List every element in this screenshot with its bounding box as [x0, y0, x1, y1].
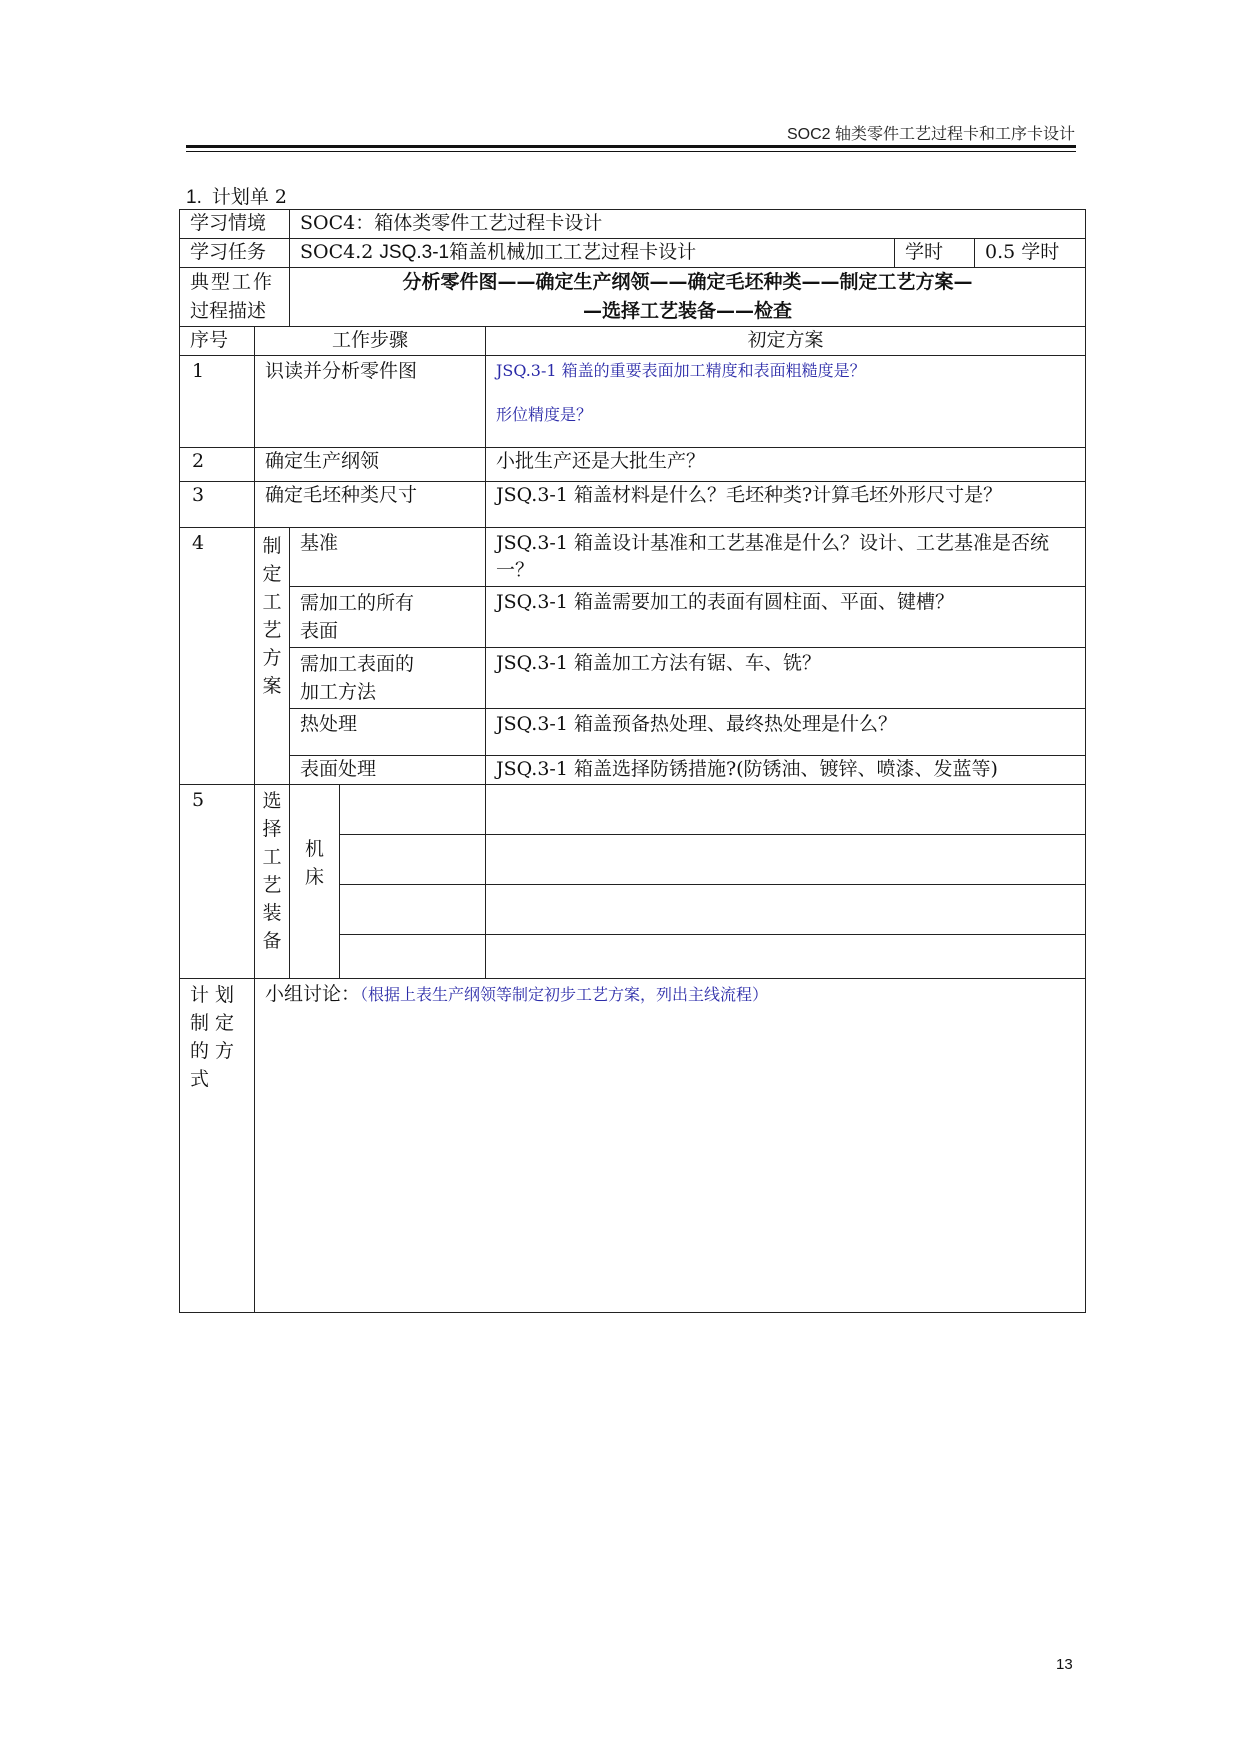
row5-group-char: 工 — [262, 846, 282, 868]
row-number: 2 — [180, 448, 255, 482]
process-line2: —选择工艺装备——检查 — [583, 300, 793, 322]
row4-group-char: 案 — [262, 675, 282, 697]
equipment-plan-cell — [486, 935, 1086, 979]
header-title: SOC2 轴类零件工艺过程卡和工序卡设计 — [786, 126, 1075, 143]
col-header-step: 工作步骤 — [255, 327, 486, 356]
learning-task-label: 学习任务 — [180, 239, 290, 268]
learning-situation-value: SOC4：箱体类零件工艺过程卡设计 — [290, 210, 1086, 239]
row-learning-task — [180, 239, 1086, 268]
row5-group-char: 装 — [262, 902, 282, 924]
row4-plan: JSQ.3-1 箱盖预备热处理、最终热处理是什么？ — [486, 709, 1086, 756]
table-row — [180, 356, 1086, 448]
row-step: 确定生产纲领 — [255, 448, 486, 482]
equipment-plan-cell — [486, 835, 1086, 885]
row5-group-char: 选 — [262, 790, 282, 812]
equipment-plan-cell — [486, 785, 1086, 835]
table-row — [180, 785, 1086, 835]
learning-task-rest: 箱盖机械加工工艺过程卡设计 — [449, 241, 697, 263]
row4-group-char: 制 — [262, 535, 282, 557]
hours-value: 0.5 学时 — [975, 239, 1086, 268]
row4-plan: JSQ.3-1 箱盖设计基准和工艺基准是什么？设计、工艺基准是否统一？ — [486, 528, 1086, 587]
row4-group-char: 方 — [262, 647, 282, 669]
process-line1: 分析零件图——确定生产纲领——确定毛坯种类——制定工艺方案— — [402, 271, 973, 293]
col-header-plan: 初定方案 — [486, 327, 1086, 356]
row5-group-char: 备 — [262, 930, 282, 952]
table-row — [180, 448, 1086, 482]
learning-task-value — [290, 239, 895, 268]
row4-step-line1: 需加工表面的 — [300, 653, 415, 675]
plan-method-label-line: 式 — [190, 1068, 210, 1090]
row-plan — [486, 356, 1086, 448]
row4-step — [290, 587, 486, 648]
row-process-description — [180, 268, 1086, 327]
row5-group-label — [255, 785, 290, 979]
plan-method-label-line: 制 定 — [190, 1012, 235, 1034]
row-step: 确定毛坯种类尺寸 — [255, 482, 486, 528]
row4-step: 表面处理 — [290, 756, 486, 785]
row4-plan: JSQ.3-1 箱盖加工方法有锯、车、铣？ — [486, 648, 1086, 709]
section-number: 1. — [186, 187, 202, 208]
plan-method-label-line: 计 划 — [190, 984, 235, 1006]
row-step: 识读并分析零件图 — [255, 356, 486, 448]
row4-group-char: 工 — [262, 591, 282, 613]
process-label-line2: 过程描述 — [190, 300, 267, 322]
learning-situation-label: 学习情境 — [180, 210, 290, 239]
row4-step-line2: 表面 — [300, 620, 339, 642]
row-learning-situation — [180, 210, 1086, 239]
col-header-no: 序号 — [180, 327, 255, 356]
row-number: 1 — [180, 356, 255, 448]
row4-plan: JSQ.3-1 箱盖选择防锈措施?(防锈油、镀锌、喷漆、发蓝等) — [486, 756, 1086, 785]
discussion-note: （根据上表生产纲领等制定初步工艺方案，列出主线流程） — [360, 985, 769, 1004]
row4-step-line1: 需加工的所有 — [300, 592, 415, 614]
row4-group-char: 定 — [262, 563, 282, 585]
process-label — [180, 268, 290, 327]
table-row — [180, 709, 1086, 756]
row-number: 3 — [180, 482, 255, 528]
row-number: 5 — [180, 785, 255, 979]
header-rule — [186, 145, 1076, 148]
learning-task-code: JSQ.3-1 — [379, 242, 450, 263]
row4-step-line2: 加工方法 — [300, 681, 377, 703]
page-number: 13 — [1056, 1656, 1073, 1673]
table-row — [180, 648, 1086, 709]
equipment-cell — [340, 935, 486, 979]
table-row — [180, 756, 1086, 785]
header-rule-thin — [186, 151, 1076, 152]
row-plan: JSQ.3-1 箱盖材料是什么？毛坯种类?计算毛坯外形尺寸是？ — [486, 482, 1086, 528]
row5-sub-label — [290, 785, 340, 979]
row5-group-char: 择 — [262, 818, 282, 840]
plan-method-label — [180, 979, 255, 1313]
row4-step: 基准 — [290, 528, 486, 587]
row-plan-line2: 形位精度是？ — [496, 405, 593, 424]
plan-method-label-line: 的 方 — [190, 1040, 235, 1062]
section-title — [186, 182, 287, 209]
row4-step — [290, 648, 486, 709]
table-row — [180, 528, 1086, 587]
row5-sub-char: 机 — [305, 838, 325, 860]
plan-table — [179, 209, 1086, 1313]
row4-step: 热处理 — [290, 709, 486, 756]
equipment-plan-cell — [486, 885, 1086, 935]
column-header-row — [180, 327, 1086, 356]
row5-sub-char: 床 — [305, 866, 325, 888]
equipment-cell — [340, 835, 486, 885]
row-number: 4 — [180, 528, 255, 785]
row5-group-char: 艺 — [262, 874, 282, 896]
learning-task-prefix: SOC4.2 — [300, 241, 380, 263]
equipment-cell — [340, 885, 486, 935]
hours-label: 学时 — [895, 239, 975, 268]
equipment-cell — [340, 785, 486, 835]
row4-group-label — [255, 528, 290, 785]
section-title-text: 计划单 2 — [211, 186, 287, 208]
process-label-line1: 典型工作 — [190, 271, 275, 293]
row4-plan: JSQ.3-1 箱盖需要加工的表面有圆柱面、平面、键槽？ — [486, 587, 1086, 648]
discussion-label: 小组讨论： — [265, 983, 361, 1005]
plan-method-content — [255, 979, 1086, 1313]
row-plan-line1: JSQ.3-1 箱盖的重要表面加工精度和表面粗糙度是？ — [496, 361, 866, 380]
row-plan-method — [180, 979, 1086, 1313]
table-row — [180, 587, 1086, 648]
process-description — [290, 268, 1086, 327]
row4-group-char: 艺 — [262, 619, 282, 641]
table-row — [180, 482, 1086, 528]
row-plan: 小批生产还是大批生产？ — [486, 448, 1086, 482]
